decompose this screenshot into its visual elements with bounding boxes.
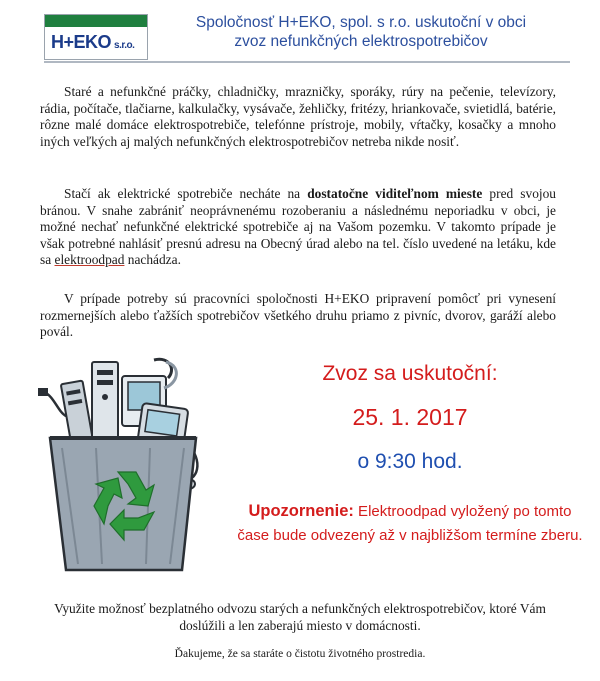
p2-bold-text: dostatočne viditeľnom mieste: [307, 186, 483, 201]
title-line-2: zvoz nefunkčných elektrospotrebičov: [234, 33, 488, 50]
page-title: [156, 13, 566, 51]
collection-date: 25. 1. 2017: [352, 404, 468, 430]
footer-note: Využite možnosť bezplatného odvozu starých a nefunkčných elektrospotrebičov, ktoré Vám doslúžili a len zaberajú miesto v domácnosti.: [54, 601, 546, 633]
p2-text-a: Stačí ak elektrické spotrebiče necháte na: [64, 186, 308, 201]
warning-label: Upozornenie:: [248, 502, 354, 520]
recycling-bin-with-electronics-icon: [36, 352, 216, 578]
logo-green-bar: [45, 15, 147, 27]
logo-text: [51, 32, 134, 53]
logo-main-text: H+EKO: [51, 32, 112, 52]
p2-underlined-word: elektroodpad: [54, 252, 125, 268]
header-divider: [44, 61, 570, 63]
logo-suffix-text: s.r.o.: [114, 40, 135, 51]
warning-text: Elektroodpad vyložený po tomto čase bude odvezený až v najbližšom termíne zberu.: [237, 503, 583, 544]
warning-notice: [232, 499, 588, 548]
p2-text-b: pred svojou bránou. V snahe zabrániť neoprávnenému rozoberaniu a následnému neporiadku v obci, je možné nechať nefunkčné elektrické spotrebiče aj na Vašom pozemku. V takomto prípade je však potrebné nahlásiť presnú adresu na Obecný úrad alebo na tel. číslo uvedené na letáku, kde sa: [40, 186, 556, 268]
thanks-line: Ďakujeme, že sa staráte o čistotu životného prostredia.: [174, 648, 426, 660]
paragraph-assistance: V prípade potreby sú pracovníci spoločnosti H+EKO pripravení pomôcť pri vynesení rozmernejších alebo ťažších spotrebičov všetkého druhu priamo z pivníc, dvorov, garáží alebo povál.: [40, 291, 556, 340]
collection-label: Zvoz sa uskutoční:: [322, 362, 498, 385]
paragraph-placement: [40, 186, 556, 269]
company-logo: [44, 14, 148, 60]
p2-text-c: nachádza.: [124, 252, 181, 268]
paragraph-appliance-list: Staré a nefunkčné práčky, chladničky, mrazničky, sporáky, rúry na pečenie, televízory, rádia, počítače, tlačiarne, kalkulačky, vysávače, žehličky, fritézy, hriankovače, svietidlá, batérie, rôzne malé domáce elektrospotrebiče, telefónne prístroje, mobily, vŕtačky, kosačky a mnoho iných veľkých aj malých nefunkčných elektrospotrebičov netreba nikde nosiť.: [40, 84, 556, 149]
collection-time: o 9:30 hod.: [357, 450, 463, 473]
title-line-1: Spoločnosť H+EKO, spol. s r.o. uskutoční v obci: [195, 14, 527, 31]
